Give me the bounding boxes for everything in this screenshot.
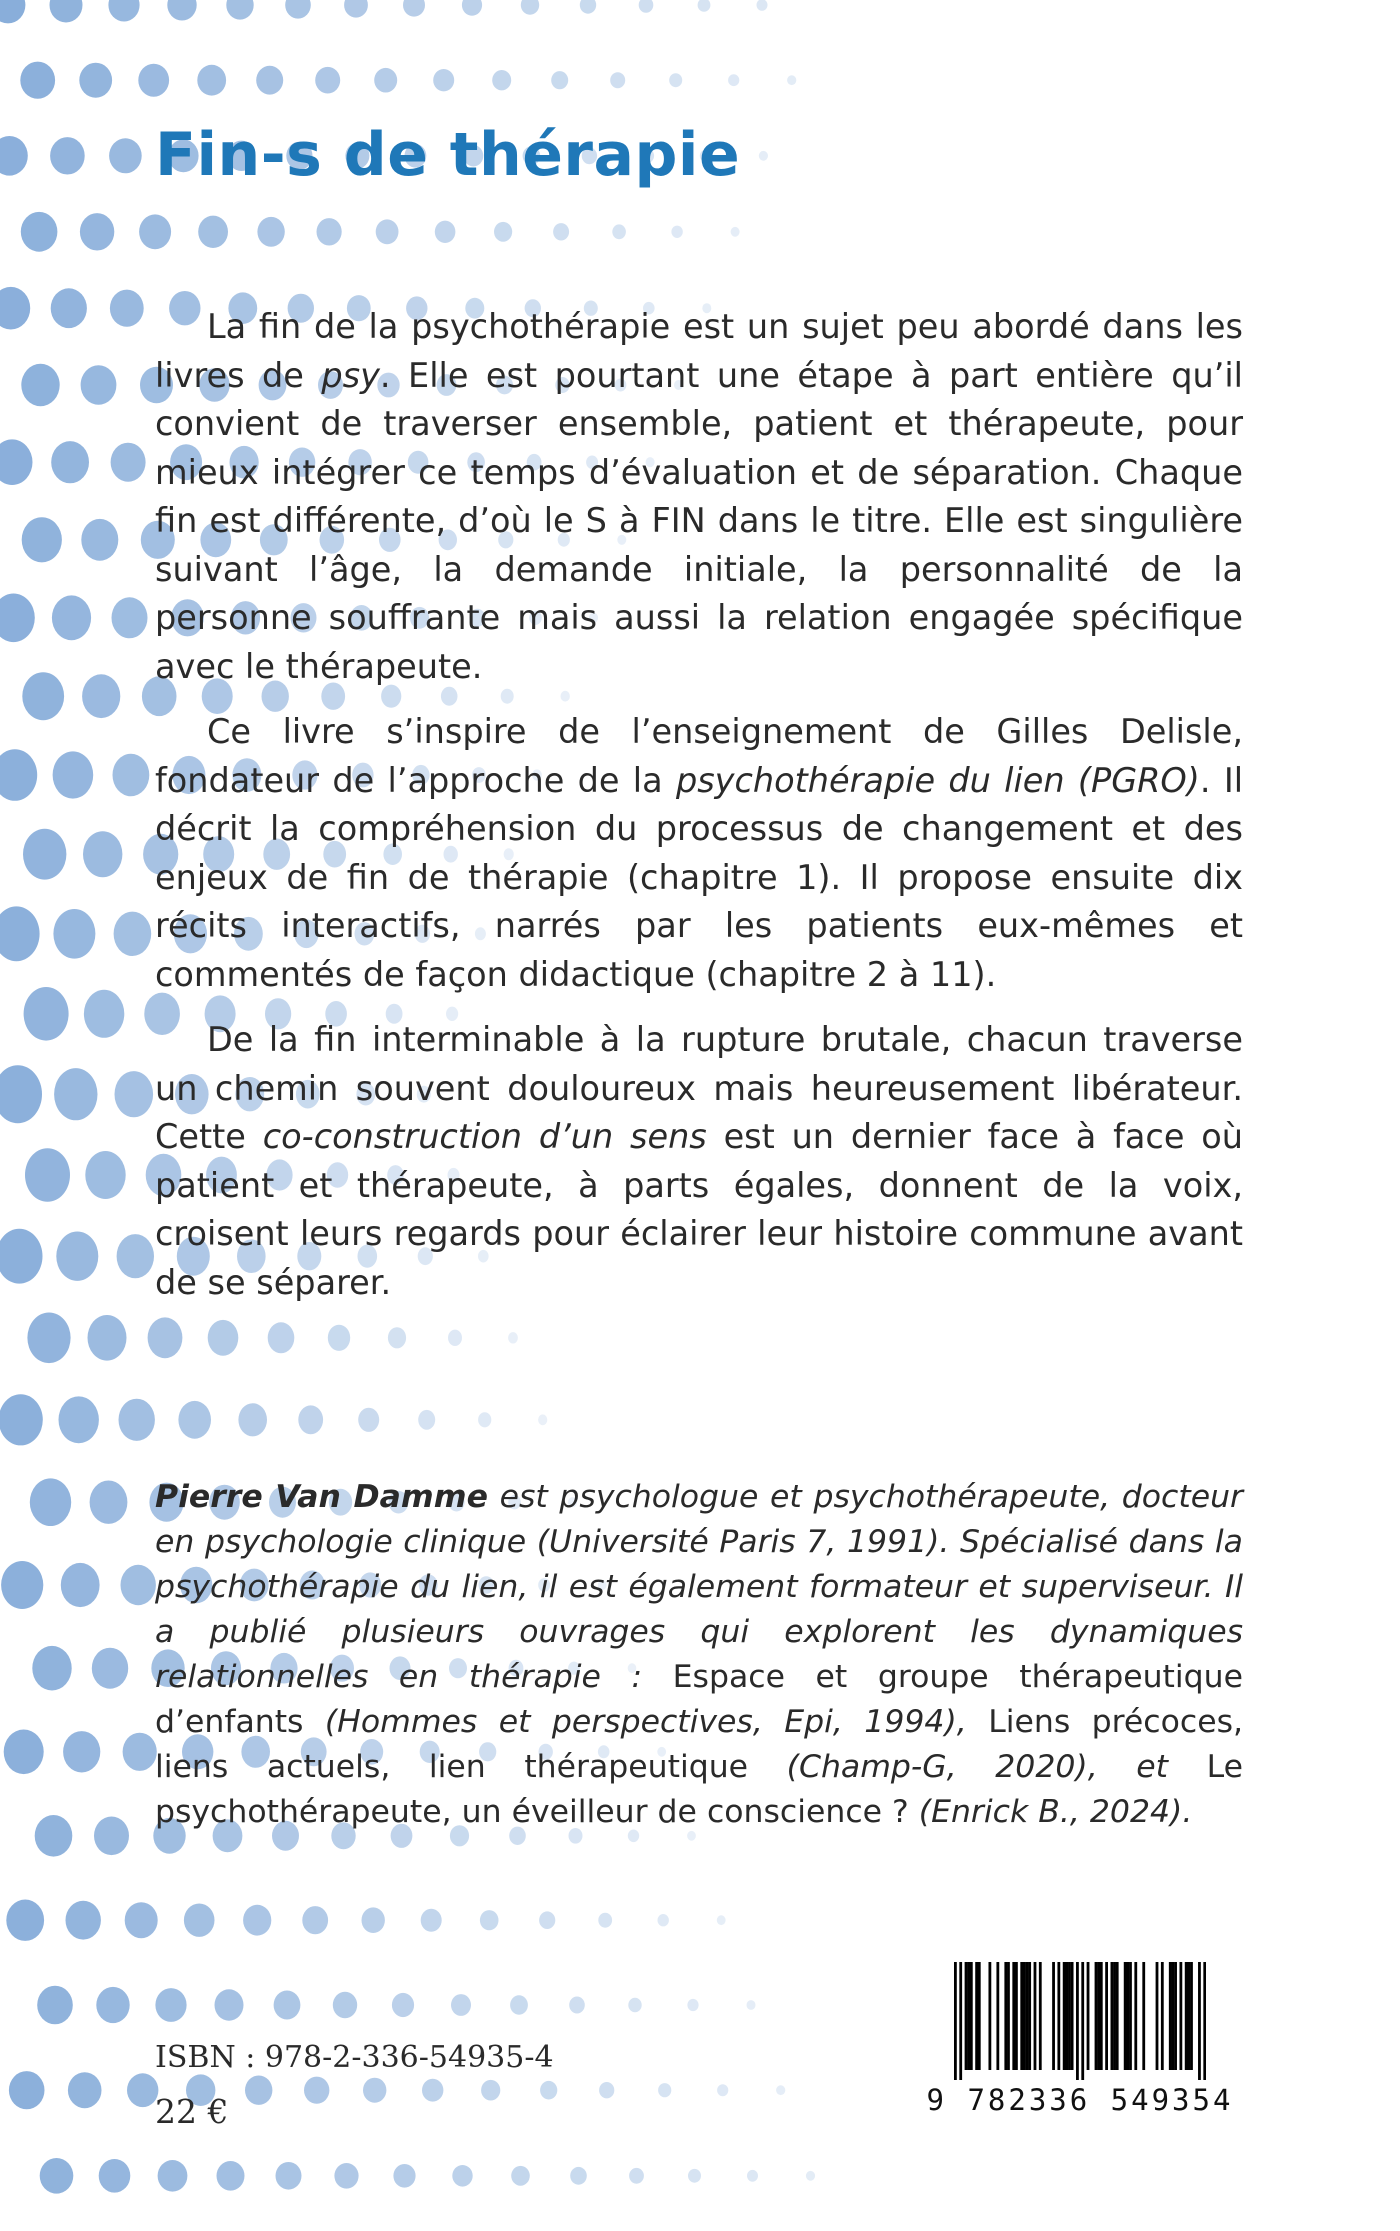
background-dot	[217, 2161, 245, 2191]
background-dot	[433, 69, 454, 91]
background-dot	[451, 1994, 471, 2016]
background-dot	[226, 0, 253, 20]
barcode-bar	[1142, 1962, 1145, 2070]
background-dot	[53, 909, 95, 959]
barcode-bar	[1172, 1962, 1175, 2070]
barcode-bar	[1004, 1962, 1007, 2070]
book-reference: Le psychothérapeute, un éveilleur de conscience ?	[155, 1749, 1243, 1830]
background-dot	[580, 0, 596, 14]
barcode-bar	[1012, 1962, 1015, 2070]
background-dot	[393, 2164, 415, 2188]
background-dot	[4, 1730, 44, 1775]
background-dot	[40, 2158, 74, 2194]
barcode-bar	[1161, 1962, 1164, 2070]
background-dot	[478, 1412, 491, 1427]
background-dot	[510, 1995, 528, 2014]
background-dot	[553, 223, 569, 240]
barcode-bar	[1057, 1962, 1060, 2070]
background-dot	[806, 2171, 815, 2181]
background-dot	[115, 1071, 154, 1117]
barcode-bar	[1023, 1962, 1026, 2070]
summary-paragraph-2: Ce livre s’inspire de l’enseignement de Gilles Delisle, fondateur de l’approche de la psychothérapie du lien (PGRO). Il décrit la compréhension du processus de changement et des enjeux de fin de thérapie (chapitre 1). Il propose ensuite dix récits interactifs, narrés par les patients eux-mêmes et commentés de façon didactique (chapitre 2 à 11).	[155, 712, 1244, 994]
background-dot	[243, 1905, 271, 1936]
barcode-bar	[1129, 1962, 1132, 2070]
background-dot	[25, 1148, 70, 1202]
barcode-bar	[1124, 1962, 1127, 2070]
background-dot	[80, 213, 114, 250]
background-dot	[688, 2169, 701, 2183]
background-dot	[22, 517, 62, 562]
background-dot	[119, 1399, 155, 1441]
barcode-bar	[1169, 1962, 1172, 2070]
background-dot	[54, 1068, 97, 1120]
background-dot	[671, 226, 682, 238]
background-dot	[27, 1313, 70, 1364]
background-dot	[363, 2078, 386, 2103]
background-dot	[63, 1731, 100, 1772]
barcode-bar	[1179, 1962, 1182, 2070]
author-name: Pierre Van Damme	[155, 1479, 488, 1515]
background-dot	[215, 1989, 244, 2020]
background-dot	[53, 751, 94, 798]
background-dot	[58, 1396, 98, 1443]
barcode-bar	[965, 1962, 968, 2070]
background-dot	[362, 1907, 385, 1933]
background-dot	[0, 287, 30, 330]
background-dot	[139, 214, 171, 249]
background-dot	[787, 75, 796, 85]
barcode-bar	[996, 1962, 999, 2070]
background-dot	[687, 1999, 698, 2011]
background-dot	[82, 674, 120, 718]
background-dot	[96, 1987, 129, 2023]
barcode-bar	[959, 1962, 962, 2080]
background-dot	[56, 1232, 98, 1281]
background-dot	[30, 1478, 71, 1526]
background-dot	[37, 1986, 73, 2025]
background-dot	[24, 987, 69, 1041]
background-dot	[197, 65, 226, 96]
background-dot	[0, 1394, 43, 1445]
background-dot	[747, 2000, 756, 2010]
background-dot	[492, 70, 511, 90]
background-dot	[178, 1401, 211, 1439]
barcode-bar	[1126, 1962, 1129, 2070]
book-reference: Espace et groupe thérapeutique d’enfants	[155, 1659, 1243, 1740]
background-dot	[658, 2083, 671, 2097]
background-dot	[0, 1065, 42, 1123]
background-dot	[51, 288, 87, 328]
background-dot	[22, 672, 64, 720]
background-dot	[94, 1817, 129, 1856]
barcode-bars	[954, 1962, 1206, 2080]
background-dot	[112, 754, 149, 797]
background-dot	[388, 1327, 406, 1348]
background-dot	[268, 1322, 295, 1353]
background-dot	[717, 1915, 726, 1925]
background-dot	[639, 0, 654, 13]
barcode-bar	[978, 1962, 981, 2070]
background-dot	[747, 2170, 758, 2182]
background-dot	[540, 2081, 557, 2100]
background-dot	[403, 0, 425, 17]
background-dot	[298, 1405, 323, 1434]
background-dot	[123, 1733, 157, 1771]
isbn: ISBN : 978-2-336-54935-4	[155, 2040, 554, 2075]
background-dot	[333, 1992, 357, 2019]
price: 22 €	[155, 2092, 229, 2131]
background-dot	[167, 0, 196, 21]
background-dot	[121, 1565, 156, 1605]
barcode-bar	[1095, 1962, 1098, 2070]
background-dot	[111, 443, 146, 482]
background-dot	[358, 1408, 379, 1432]
barcode-bar	[1113, 1962, 1116, 2070]
barcode-bar	[1185, 1962, 1188, 2070]
background-dot	[50, 0, 83, 23]
background-dot	[511, 2166, 530, 2186]
background-dot	[315, 67, 340, 94]
background-dot	[628, 1998, 641, 2013]
barcode-bar	[1105, 1962, 1108, 2070]
background-dot	[538, 1414, 547, 1425]
background-dot	[418, 1410, 435, 1430]
background-dot	[285, 0, 311, 19]
barcode-bar	[1034, 1962, 1037, 2070]
background-dot	[238, 1403, 267, 1436]
barcode-bar	[1028, 1962, 1031, 2070]
background-dot	[0, 0, 25, 23]
background-dot	[109, 138, 142, 173]
background-dot	[9, 2071, 45, 2109]
background-dot	[344, 0, 368, 18]
background-dot	[114, 912, 152, 956]
background-dot	[90, 1481, 128, 1524]
background-dot	[448, 1330, 462, 1346]
barcode-bar	[1007, 1962, 1010, 2070]
background-dot	[717, 2084, 728, 2096]
background-dot	[125, 1902, 158, 1938]
author-bio: Pierre Van Damme est psychologue et psychothérapeute, docteur en psychologie clinique (Université Paris 7, 1991). Spécialisé dans la psychothérapie du lien, il est également formateur et superviseur. Il a publié plusieurs ouvrages qui explorent les dynamiques relationnelles en thérapie : Espace et groupe thérapeutique d’enfants (Hommes et perspectives, Epi, 1994), Liens précoces, liens actuels, lien thérapeutique (Champ-G, 2020), et Le psychothérapeute, un éveilleur de conscience ? (Enrick B., 2024).	[155, 1479, 1244, 1830]
background-dot	[728, 74, 739, 86]
barcode-bar	[1052, 1962, 1055, 2070]
background-dot	[83, 831, 122, 877]
background-dot	[52, 595, 91, 640]
barcode-bar	[1081, 1962, 1084, 2080]
background-dot	[50, 137, 85, 174]
background-dot	[612, 224, 626, 239]
book-summary	[155, 303, 1243, 1324]
background-dot	[480, 1910, 499, 1930]
background-dot	[376, 219, 399, 244]
background-dot	[776, 2085, 785, 2095]
barcode-bar	[1063, 1962, 1066, 2070]
background-dot	[276, 2162, 302, 2190]
barcode-bar	[1087, 1962, 1090, 2070]
background-dot	[158, 2160, 188, 2192]
background-dot	[669, 73, 682, 87]
barcode-bar	[1068, 1962, 1071, 2070]
barcode-bar	[1020, 1962, 1023, 2070]
background-dot	[551, 71, 568, 89]
background-dot	[256, 66, 283, 95]
background-dot	[0, 439, 33, 485]
barcode-bar	[1190, 1962, 1193, 2070]
background-dot	[658, 1914, 669, 1926]
background-dot	[88, 1315, 127, 1361]
book-reference: Liens précoces, liens actuels, lien thérapeutique	[155, 1704, 1244, 1785]
barcode-bar	[1174, 1962, 1177, 2070]
background-dot	[508, 1332, 518, 1343]
background-dot	[21, 212, 58, 252]
background-dot	[20, 62, 55, 99]
background-dot	[610, 72, 625, 88]
background-dot	[117, 1234, 154, 1278]
background-dot	[198, 216, 228, 248]
barcode-bar	[967, 1962, 970, 2070]
background-dot	[32, 1646, 71, 1691]
background-dot	[521, 0, 539, 15]
background-dot	[334, 2163, 358, 2189]
background-dot	[598, 1913, 612, 1928]
background-dot	[629, 2168, 644, 2184]
barcode-bar	[954, 1962, 957, 2080]
background-dot	[0, 1229, 43, 1284]
background-dot	[392, 1993, 414, 2017]
background-dot	[51, 441, 89, 483]
background-dot	[599, 2082, 614, 2098]
background-dot	[79, 63, 112, 98]
background-dot	[452, 2165, 472, 2187]
barcode-bar	[1203, 1962, 1206, 2080]
background-dot	[81, 365, 117, 405]
background-dot	[304, 2077, 329, 2104]
background-dot	[570, 2167, 587, 2185]
background-dot	[110, 290, 144, 327]
barcode-bar	[988, 1962, 991, 2070]
background-dot	[374, 68, 397, 93]
summary-paragraph-1: La fin de la psychothérapie est un sujet peu abordé dans les livres de psy. Elle est pourtant une étape à part entière qu’il convient de traverser ensemble, patient et thérapeute, pour mieux intégrer ce temps d’évaluation et de séparation. Chaque fin est différente, d’où le S à FIN dans le titre. Elle est singulière suivant l’âge, la demande initiale, la personnalité de la personne souffrante mais aussi la relation engagée spécifique avec le thérapeute.	[155, 307, 1243, 686]
background-dot	[759, 151, 768, 161]
background-dot	[35, 1815, 73, 1857]
barcode-bar	[1134, 1962, 1137, 2070]
background-dot	[494, 222, 512, 242]
background-dot	[84, 990, 124, 1038]
barcode-bar	[1026, 1962, 1029, 2070]
barcode-bar	[1116, 1962, 1119, 2070]
background-dot	[127, 2073, 158, 2107]
barcode-bar	[1100, 1962, 1103, 2070]
background-dot	[421, 1909, 442, 1932]
barcode-bar	[1076, 1962, 1079, 2080]
background-dot	[99, 2159, 131, 2193]
barcode-digits: 9 782336 549354	[926, 2083, 1234, 2117]
background-dot	[569, 1997, 585, 2014]
barcode	[920, 1950, 1240, 2140]
background-dot	[23, 829, 66, 880]
background-dot	[138, 64, 169, 97]
background-dot	[112, 597, 148, 638]
barcode-bar	[1156, 1962, 1159, 2070]
background-dot	[21, 364, 59, 407]
background-dot	[481, 2080, 500, 2101]
background-dot	[328, 1325, 350, 1351]
background-dot	[539, 1911, 555, 1929]
book-title: Fin-s de thérapie	[155, 120, 741, 190]
background-dot	[184, 1904, 215, 1937]
background-dot	[68, 2072, 102, 2108]
background-dot	[257, 217, 284, 247]
barcode-bar	[1071, 1962, 1074, 2070]
background-dot	[757, 0, 768, 11]
background-dot	[462, 0, 482, 16]
background-dot	[92, 1648, 128, 1689]
background-dot	[422, 2079, 443, 2102]
background-dot	[1, 1561, 43, 1609]
background-dot	[0, 136, 28, 176]
background-dot	[731, 227, 740, 237]
background-dot	[0, 906, 40, 961]
barcode-bar	[970, 1962, 973, 2070]
background-dot	[61, 1563, 100, 1607]
barcode-bar	[1065, 1962, 1068, 2070]
barcode-bar	[1111, 1962, 1114, 2070]
background-dot	[0, 594, 35, 643]
barcode-bar	[1015, 1962, 1018, 2070]
barcode-bar	[1097, 1962, 1100, 2070]
background-dot	[155, 1988, 186, 2022]
background-dot	[317, 218, 342, 245]
background-dot	[85, 1151, 125, 1199]
barcode-bar	[1187, 1962, 1190, 2070]
background-dot	[698, 0, 711, 12]
background-dot	[108, 0, 139, 22]
summary-paragraph-3: De la fin interminable à la rupture brutale, chacun traverse un chemin souvent douloureux mais heureusement libérateur. Cette co-construction d’un sens est un dernier face à face où patient et thérapeute, à parts égales, donnent de la voix, croisent leurs regards pour éclairer leur histoire commune avant de se séparer.	[155, 1020, 1243, 1302]
background-dot	[66, 1901, 101, 1940]
background-dot	[6, 1900, 44, 1941]
background-dot	[245, 2076, 272, 2105]
background-dot	[208, 1320, 239, 1356]
background-dot	[274, 1991, 301, 2020]
background-dot	[0, 749, 37, 801]
barcode-bar	[975, 1962, 978, 2070]
background-dot	[302, 1906, 328, 1934]
background-dot	[81, 519, 118, 561]
barcode-bar	[1039, 1962, 1042, 2070]
background-dot	[435, 221, 456, 243]
barcode-bar	[1198, 1962, 1201, 2080]
